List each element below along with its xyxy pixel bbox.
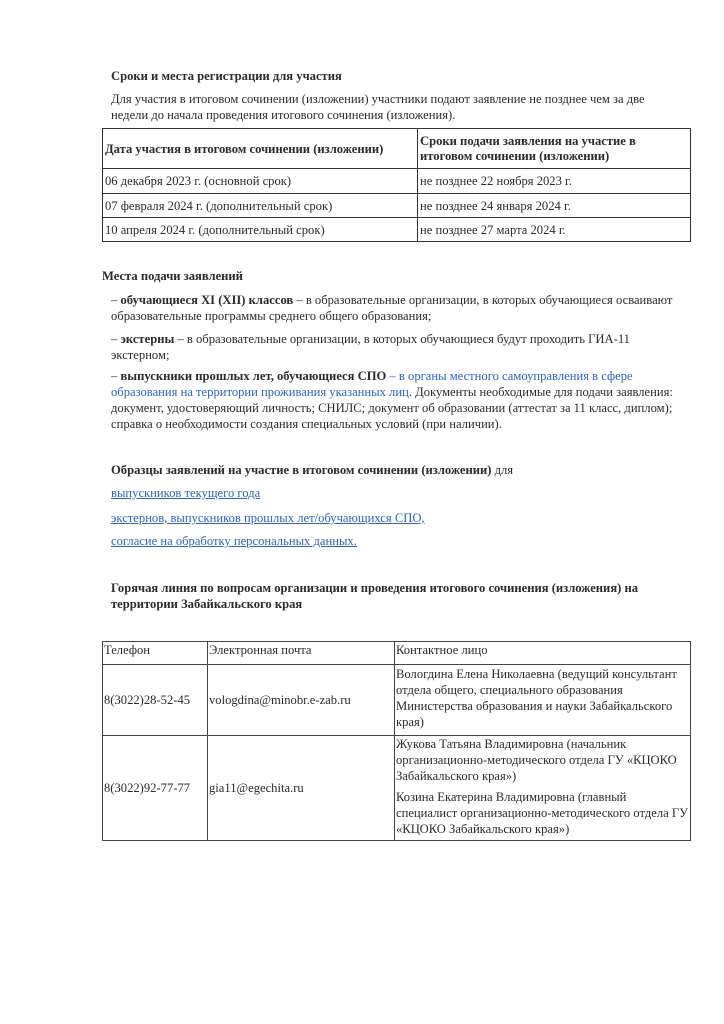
item-bold-label: экстерны	[120, 332, 175, 346]
link-external-past-graduates[interactable]: экстернов, выпускников прошлых лет/обучающихся СПО,	[111, 511, 425, 525]
link-personal-data-consent[interactable]: согласие на обработку персональных данных.	[111, 534, 357, 548]
application-deadline: не позднее 27 марта 2024 г.	[418, 218, 691, 242]
participation-date: 10 апреля 2024 г. (дополнительный срок)	[103, 218, 418, 242]
hotline-table-header	[103, 642, 691, 665]
contact-phone: 8(3022)92-77-77	[103, 736, 208, 841]
dates-row	[103, 218, 691, 242]
sample-applications-heading: Образцы заявлений на участие в итоговом сочинении (изложении) для	[111, 463, 514, 477]
application-deadline: не позднее 22 ноября 2023 г.	[418, 169, 691, 194]
contact-person: Вологдина Елена Николаевна (ведущий консультант отдела общего, специального образования Министерства образования и науки Забайкальского края)	[395, 665, 691, 736]
hotline-row	[103, 736, 691, 841]
submission-item-external: – экстерны – в образовательные организации, в которых обучающиеся будут проходить ГИА-11 экстерном;	[111, 332, 630, 362]
submission-item-students: – обучающиеся XI (XII) классов – в образовательные организации, в которых обучающиеся осваивают образовательные программы среднего общего образования;	[111, 293, 673, 323]
item-bold-label: выпускники прошлых лет, обучающиеся СПО	[120, 369, 387, 383]
section-title-registration: Сроки и места регистрации для участия	[111, 69, 342, 83]
contact-phone: 8(3022)28-52-45	[103, 665, 208, 736]
item-bold-label: обучающиеся XI (XII) классов	[120, 293, 294, 307]
hotline-row	[103, 665, 691, 736]
contact-person: Козина Екатерина Владимировна (главный специалист организационно-методического отдела ГУ «КЦОКО Забайкальского края»)	[396, 790, 689, 836]
dates-table-header	[103, 129, 691, 169]
submission-item-graduates: – выпускники прошлых лет, обучающиеся СПО – в органы местного самоуправления в сфере образования на территории проживания указанных лиц. Документы необходимые для подачи заявления: документ, удостоверяющий личность; СНИЛС; документ об образовании (аттестат за 11 класс, диплом); справка о необходимости создания специальных условий (при наличии).	[111, 369, 673, 431]
link-current-graduates[interactable]: выпускников текущего года	[111, 486, 261, 500]
dates-row	[103, 194, 691, 218]
contact-persons-cell	[395, 736, 691, 841]
dates-col-deadline-header: Сроки подачи заявления на участие в итоговом сочинении (изложении)	[418, 129, 691, 169]
hotline-table	[102, 641, 691, 841]
section-title-hotline: Горячая линия по вопросам организации и проведения итогового сочинения (изложения) на территории Забайкальского края	[111, 581, 639, 611]
contact-person: Жукова Татьяна Владимировна (начальник организационно-методического отдела ГУ «КЦОКО Забайкальского края»)	[396, 737, 677, 783]
col-contact-header: Контактное лицо	[395, 642, 691, 665]
section-title-submission-places: Места подачи заявлений	[102, 269, 243, 283]
registration-intro: Для участия в итоговом сочинении (изложении) участники подают заявление не позднее чем за две недели до начала проведения итогового сочинения (изложения).	[111, 92, 645, 122]
participation-date: 06 декабря 2023 г. (основной срок)	[103, 169, 418, 194]
dates-col-date-header: Дата участия в итоговом сочинении (изложении)	[103, 129, 418, 169]
contact-email: gia11@egechita.ru	[208, 736, 395, 841]
dates-table	[102, 128, 691, 242]
local-government-link[interactable]: органы местного самоуправления в сфере образования на территории проживания указанных лиц	[111, 369, 633, 399]
dates-row	[103, 169, 691, 194]
application-deadline: не позднее 24 января 2024 г.	[418, 194, 691, 218]
section-title-samples: Образцы заявлений на участие в итоговом сочинении (изложении)	[111, 463, 492, 477]
col-phone-header: Телефон	[103, 642, 208, 665]
contact-email: vologdina@minobr.e-zab.ru	[208, 665, 395, 736]
participation-date: 07 февраля 2024 г. (дополнительный срок)	[103, 194, 418, 218]
col-email-header: Электронная почта	[208, 642, 395, 665]
